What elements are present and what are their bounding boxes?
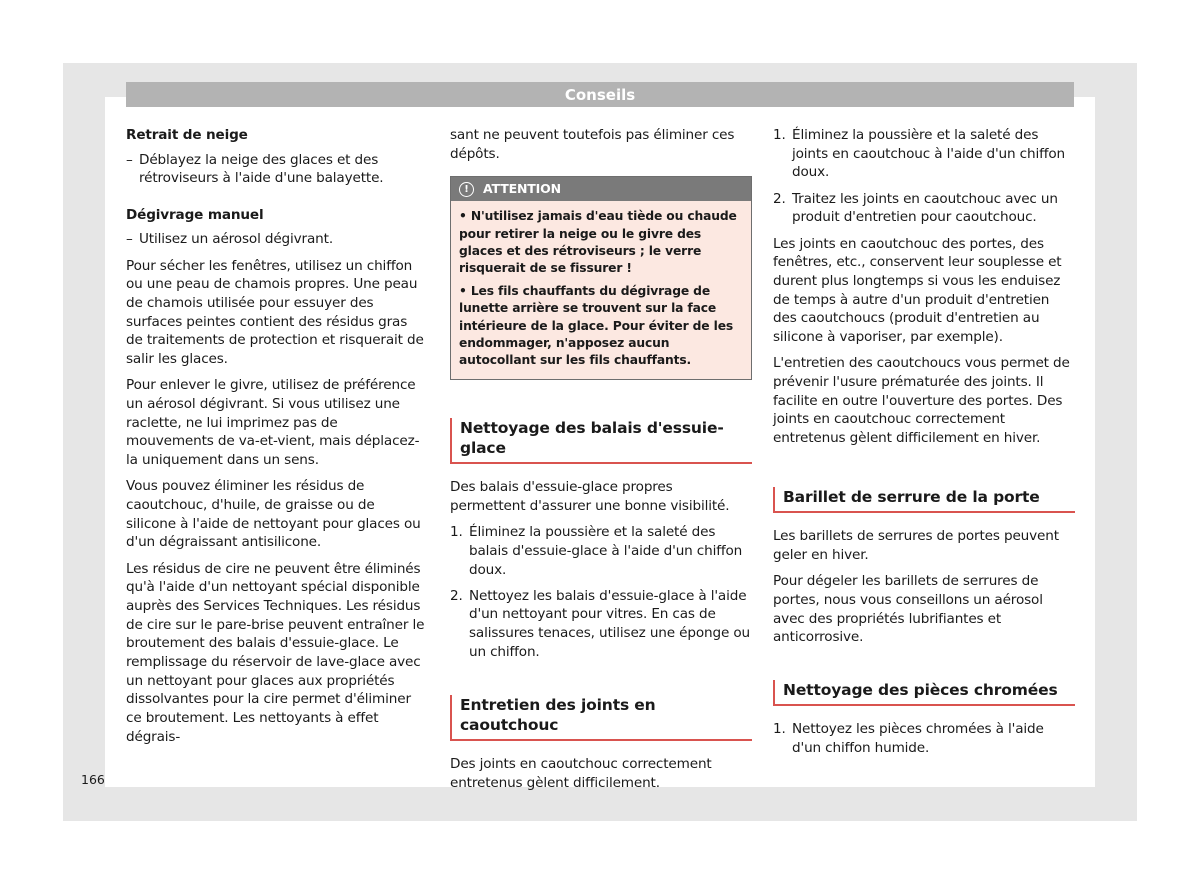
section-title-barillet: Barillet de serrure de la porte [773, 487, 1075, 513]
paragraph: Pour enlever le givre, utilisez de préférence un aérosol dégivrant. Si vous utilisez une raclette, ne lui imprimez pas de mouvements de va-et-vient, mais déplacez-la uniquement dans un sens. [126, 377, 420, 469]
dash-item [126, 230, 426, 249]
warning-item: • N'utilisez jamais d'eau tiède ou chaude pour retirer la neige ou le givre des glaces et des rétroviseurs ; le verre risquerait de se fissurer ! [459, 209, 737, 276]
warning-header [451, 177, 751, 201]
list-item: 1. Éliminez la poussière et la saleté des balais d'essuie-glace à l'aide d'un chiffon doux. [450, 524, 743, 578]
paragraph: Pour dégeler les barillets de serrures de portes, nous vous conseillons un aérosol avec des propriétés lubrifiantes et anticorrosive. [773, 573, 1043, 646]
section-title-chrome: Nettoyage des pièces chromées [773, 680, 1075, 706]
paragraph: Les joints en caoutchouc des portes, des fenêtres, etc., conservent leur souplesse et durent plus longtemps si vous les enduisez de temps à autre d'un produit d'entretien des caoutchoucs (produit d'entretien au silicone à vaporiser, par exemple). [773, 235, 1062, 346]
paragraph: Des joints en caoutchouc correctement entretenus gèlent difficilement. [450, 756, 712, 791]
paragraph: Vous pouvez éliminer les résidus de caoutchouc, d'huile, de graisse ou de silicone à l'aide de nettoyant pour glaces ou d'un dégraissant antisilicone. [126, 478, 421, 551]
paragraph: L'entretien des caoutchoucs vous permet de prévenir l'usure prématurée des joints. Il facilite en outre l'ouverture des portes. Des joints en caoutchouc correctement entretenus gèlent difficilement en hiver. [773, 355, 1070, 447]
paragraph: Les barillets de serrures de portes peuvent geler en hiver. [773, 528, 1059, 563]
warning-title: ATTENTION [483, 181, 561, 197]
warning-icon: ! [459, 182, 474, 197]
warning-box [450, 176, 752, 380]
dash-item-text: Utilisez un aérosol dégivrant. [139, 231, 333, 248]
steps-list [773, 720, 1075, 757]
column-middle [450, 126, 752, 800]
column-left [126, 126, 426, 754]
section-title-balais: Nettoyage des balais d'essuie-glace [450, 418, 752, 464]
list-item: 2. Traitez les joints en caoutchouc avec un produit d'entretien pour caoutchouc. [773, 190, 1058, 226]
paragraph: Pour sécher les fenêtres, utilisez un chiffon ou une peau de chamois propres. Une peau de chamois utilisée pour essuyer des surfaces peintes contient des résidus gras de traitements de protection et risquerait de salir les glaces. [126, 257, 424, 368]
paragraph: Les résidus de cire ne peuvent être éliminés qu'à l'aide d'un nettoyant spécial disponible auprès des Services Techniques. Les résidus de cire sur le pare-brise peuvent entraîner le broutement des balais d'essuie-glace. Le remplissage du réservoir de lave-glace avec un nettoyant pour glaces aux propriétés dissolvantes pour la cire permet d'éliminer ce broutement. Les nettoyants à effet dégrais- [126, 560, 425, 745]
list-item: 2. Nettoyez les balais d'essuie-glace à l'aide d'un nettoyant pour vitres. En cas de salissures tenaces, utilisez une éponge ou un chiffon. [450, 587, 750, 660]
dash-marker: – [126, 151, 133, 168]
list-item: 1. Éliminez la poussière et la saleté des joints en caoutchouc à l'aide d'un chiffon doux. [773, 127, 1065, 181]
paragraph: sant ne peuvent toutefois pas éliminer ces dépôts. [450, 127, 735, 162]
warning-body [451, 201, 751, 379]
paragraph: Des balais d'essuie-glace propres permettent d'assurer une bonne visibilité. [450, 479, 730, 514]
section-title-joints: Entretien des joints en caoutchouc [450, 695, 752, 741]
page-header-banner: Conseils [126, 82, 1074, 107]
dash-marker: – [126, 231, 133, 248]
page-number: 166 [81, 772, 105, 787]
steps-list [450, 523, 752, 661]
dash-item-text: Déblayez la neige des glaces et des rétroviseurs à l'aide d'une balayette. [139, 151, 384, 187]
subheading-retrait: Retrait de neige [126, 127, 248, 143]
subheading-degivrage: Dégivrage manuel [126, 206, 264, 223]
steps-list [773, 126, 1075, 227]
warning-item: • Les fils chauffants du dégivrage de lunette arrière se trouvent sur la face intérieure de la glace. Pour éviter de les endommager, n'apposez aucun autocollant sur les fils chauffants. [459, 284, 734, 368]
list-item: 1. Nettoyez les pièces chromées à l'aide d'un chiffon humide. [773, 721, 1044, 757]
column-right [773, 126, 1075, 765]
dash-item [126, 151, 426, 188]
